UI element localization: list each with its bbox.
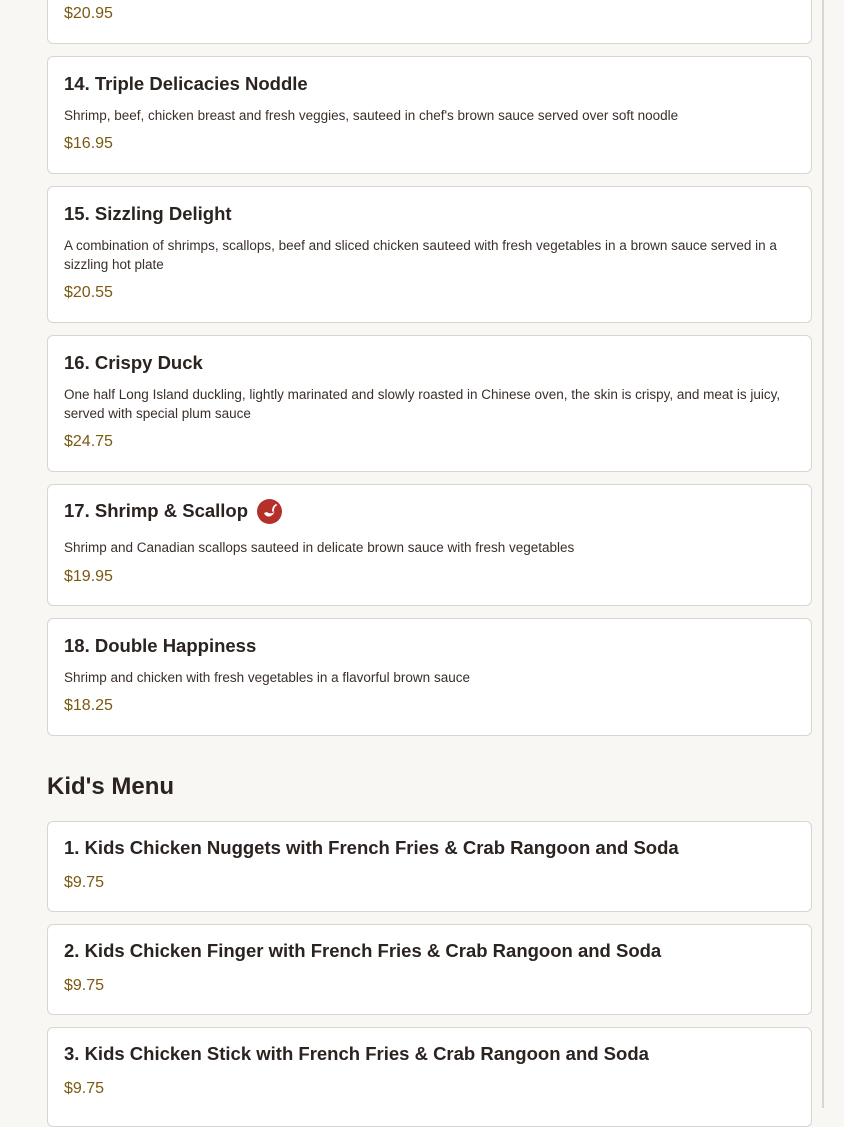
item-price: $19.95	[64, 568, 113, 585]
item-description: One half Long Island duckling, lightly marinated and slowly roasted in Chinese oven, the skin is crispy, and meat is juicy, served with special plum sauce	[64, 387, 781, 421]
item-description: Shrimp, beef, chicken breast and fresh veggies, sauteed in chef's brown sauce served over soft noodle	[64, 108, 679, 123]
menu-item-card[interactable]	[47, 1027, 812, 1127]
menu-item-card[interactable]	[47, 0, 812, 44]
item-price: $9.75	[64, 1080, 105, 1097]
item-description: Shrimp and Canadian scallops sauteed in delicate brown sauce with fresh vegetables	[64, 540, 575, 555]
section-heading-kids-menu: Kid's Menu	[47, 773, 175, 800]
item-title: 2. Kids Chicken Finger with French Fries & Crab Rangoon and Soda	[64, 940, 662, 961]
item-price: $20.55	[64, 284, 113, 301]
item-title: 17. Shrimp & Scallop	[64, 500, 249, 521]
menu-item-card[interactable]	[47, 924, 812, 1015]
item-title: 16. Crispy Duck	[64, 352, 203, 373]
item-price: $16.95	[64, 135, 113, 152]
menu-item-card[interactable]	[47, 186, 812, 323]
menu-item-card[interactable]	[47, 484, 812, 606]
item-price: $9.75	[64, 977, 105, 994]
item-price: $18.25	[64, 697, 113, 714]
menu-item-card[interactable]	[47, 335, 812, 472]
item-description: A combination of shrimps, scallops, beef and sliced chicken sauteed with fresh vegetables in a brown sauce served in a sizzling hot plate	[64, 238, 777, 272]
item-price: $20.95	[64, 5, 113, 22]
item-price: $24.75	[64, 433, 113, 450]
menu-item-card[interactable]	[47, 56, 812, 174]
item-title: 3. Kids Chicken Stick with French Fries & Crab Rangoon and Soda	[64, 1043, 649, 1064]
item-price: $9.75	[64, 874, 105, 891]
item-title: 14. Triple Delicacies Noddle	[64, 73, 308, 94]
page-edge-divider	[822, 0, 824, 1108]
menu-item-card[interactable]	[47, 618, 812, 736]
menu-item-card[interactable]	[47, 821, 812, 912]
item-title: 1. Kids Chicken Nuggets with French Fries & Crab Rangoon and Soda	[64, 837, 679, 858]
item-description: Shrimp and chicken with fresh vegetables in a flavorful brown sauce	[64, 670, 470, 685]
chili-pepper-icon	[257, 499, 282, 524]
item-title: 18. Double Happiness	[64, 635, 257, 656]
item-title: 15. Sizzling Delight	[64, 203, 232, 224]
